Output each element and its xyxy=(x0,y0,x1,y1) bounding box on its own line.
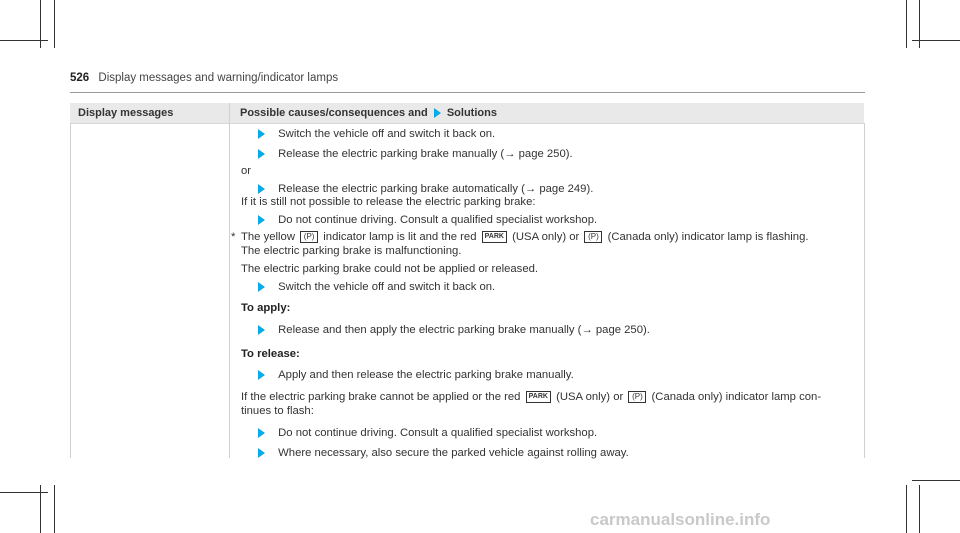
instruction-text: Do not continue driving. Consult a qualified specialist workshop. xyxy=(278,214,598,226)
column-header-display-messages: Display messages xyxy=(78,107,174,119)
instruction-arrow-icon xyxy=(258,370,265,380)
crop-mark xyxy=(54,0,55,48)
parking-brake-icon: (P) xyxy=(300,231,318,243)
crop-mark xyxy=(0,492,48,493)
parking-brake-icon: (P) xyxy=(584,231,602,243)
column-header-solutions xyxy=(240,107,497,119)
table-row-divider xyxy=(70,123,865,124)
cannot-apply-line xyxy=(241,391,821,403)
table-left-border xyxy=(70,123,71,458)
crop-mark xyxy=(906,485,907,533)
subheading-to-apply: To apply: xyxy=(241,302,291,314)
instruction-text: Do not continue driving. Consult a qualified specialist workshop. xyxy=(278,427,598,439)
list-item xyxy=(258,148,573,160)
column-header-causes: Possible causes/consequences and xyxy=(240,107,428,119)
table-header xyxy=(70,103,864,123)
body-text: indicator lamp is lit and the red xyxy=(323,231,477,243)
list-item xyxy=(258,128,495,140)
body-text: If it is still not possible to release the electric parking brake: xyxy=(241,196,536,208)
list-item xyxy=(258,427,597,439)
body-text: The yellow xyxy=(241,231,295,243)
instruction-arrow-icon xyxy=(258,184,265,194)
instruction-text: Apply and then release the electric parking brake manually. xyxy=(278,369,574,381)
header-rule xyxy=(70,92,865,93)
footnote-star: * xyxy=(231,231,236,243)
crop-mark xyxy=(906,0,907,48)
body-text: (USA only) or xyxy=(556,391,624,403)
instruction-arrow-icon xyxy=(258,325,265,335)
or-text: or xyxy=(241,165,252,177)
instruction-text: Switch the vehicle off and switch it back on. xyxy=(278,128,496,140)
body-text: The electric parking brake could not be applied or released. xyxy=(241,263,539,275)
crop-mark xyxy=(0,40,48,41)
table-right-border xyxy=(864,123,865,458)
parking-brake-icon: (P) xyxy=(628,391,646,403)
indicator-lamp-line xyxy=(241,231,809,243)
instruction-arrow-icon xyxy=(258,428,265,438)
column-header-solutions-label: Solutions xyxy=(446,107,497,119)
instruction-text: Release the electric parking brake manually (→ page 250). xyxy=(278,148,573,160)
instruction-text: Switch the vehicle off and switch it back on. xyxy=(278,281,496,293)
arrow-icon xyxy=(434,108,441,118)
body-text: tinues to flash: xyxy=(241,405,314,417)
instruction-arrow-icon xyxy=(258,149,265,159)
instruction-text: Release and then apply the electric parking brake manually (→ page 250). xyxy=(278,324,650,336)
instruction-arrow-icon xyxy=(258,282,265,292)
list-item xyxy=(258,183,593,195)
crop-mark xyxy=(54,485,55,533)
list-item xyxy=(258,447,629,459)
body-text: (Canada only) indicator lamp con- xyxy=(651,391,822,403)
crop-mark xyxy=(912,480,960,481)
instruction-arrow-icon xyxy=(258,215,265,225)
page-number: 526 xyxy=(70,72,90,84)
body-text: (Canada only) indicator lamp is flashing. xyxy=(607,231,809,243)
crop-mark xyxy=(912,40,960,41)
subheading-to-release: To release: xyxy=(241,348,300,360)
park-lamp-icon: PARK xyxy=(526,391,551,403)
body-text: (USA only) or xyxy=(512,231,580,243)
body-text: If the electric parking brake cannot be applied or the red xyxy=(241,391,521,403)
watermark: carmanualsonline.info xyxy=(590,510,771,529)
crop-mark xyxy=(919,485,920,533)
header-title: Display messages and warning/indicator lamps xyxy=(98,72,339,84)
column-divider xyxy=(229,103,230,458)
instruction-arrow-icon xyxy=(258,129,265,139)
body-text: The electric parking brake is malfunctioning. xyxy=(241,245,462,257)
instruction-text: Release the electric parking brake automatically (→ page 249). xyxy=(278,183,594,195)
list-item xyxy=(258,214,597,226)
list-item xyxy=(258,281,495,293)
running-header xyxy=(70,72,338,84)
park-lamp-icon: PARK xyxy=(482,231,507,243)
instruction-text: Where necessary, also secure the parked vehicle against rolling away. xyxy=(278,447,629,459)
list-item xyxy=(258,369,574,381)
list-item xyxy=(258,324,650,336)
instruction-arrow-icon xyxy=(258,448,265,458)
